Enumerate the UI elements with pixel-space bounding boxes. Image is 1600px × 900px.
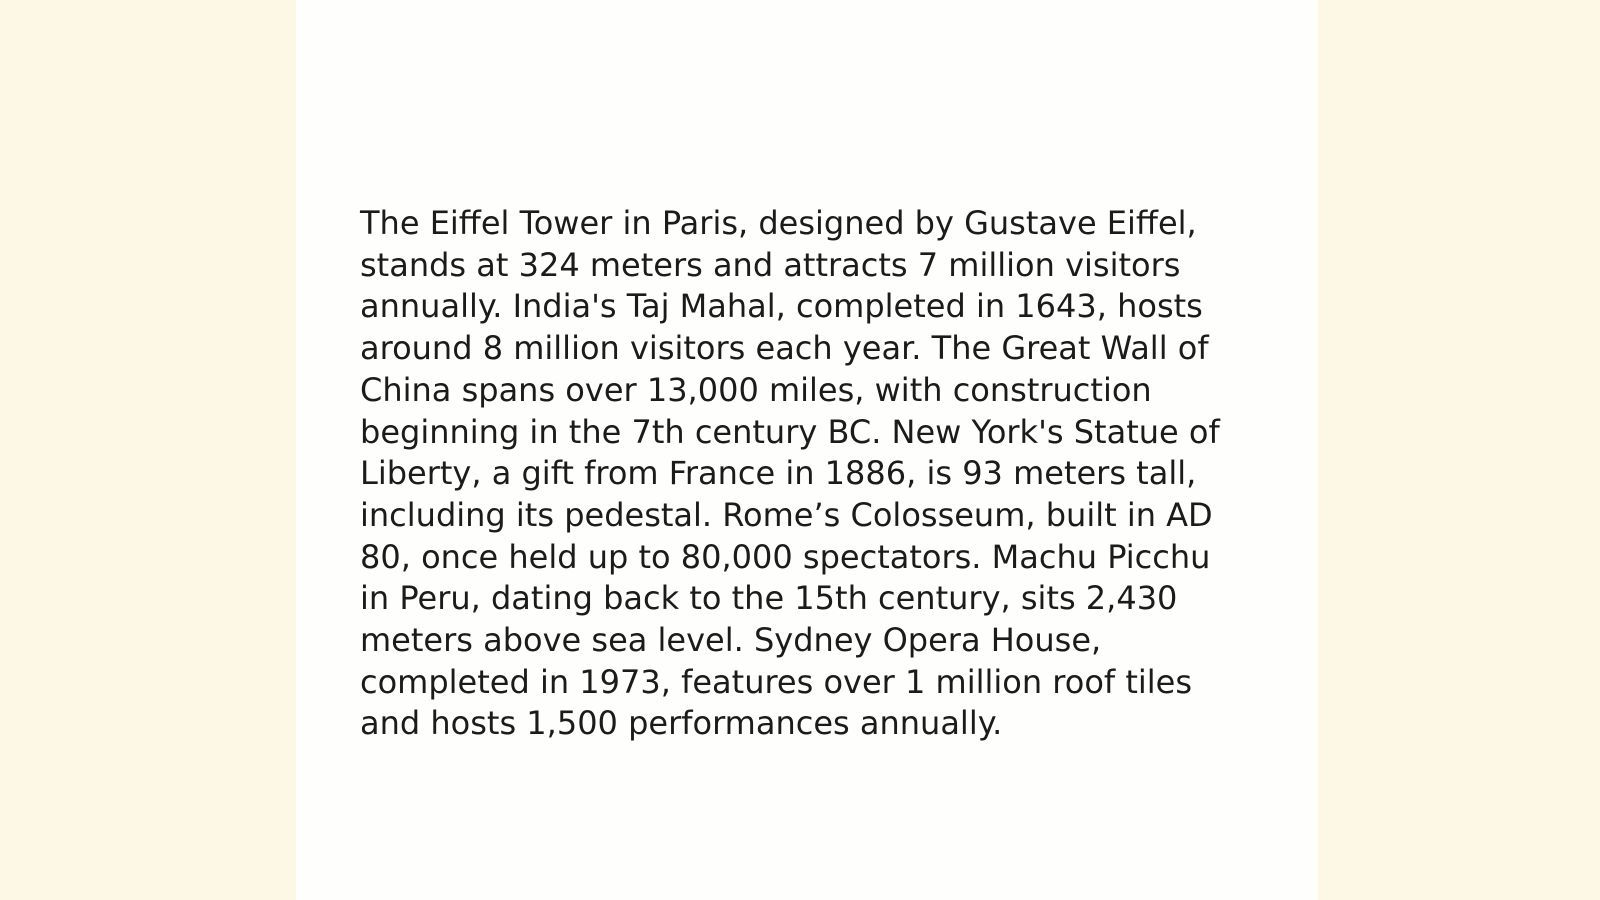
text-line: annually. India's Taj Mahal, completed in 1643, hosts bbox=[360, 287, 1203, 326]
text-line: China spans over 13,000 miles, with construction bbox=[360, 370, 1152, 409]
text-line: beginning in the 7th century BC. New York's Statue of bbox=[360, 412, 1220, 451]
text-line: meters above sea level. Sydney Opera House, bbox=[360, 621, 1102, 660]
text-line: 80, once held up to 80,000 spectators. Machu Picchu bbox=[360, 537, 1211, 576]
text-line: completed in 1973, features over 1 million roof tiles bbox=[360, 662, 1193, 701]
text-line: around 8 million visitors each year. The Great Wall of bbox=[360, 329, 1209, 368]
text-line: in Peru, dating back to the 15th century, sits 2,430 bbox=[360, 579, 1178, 618]
text-line: stands at 324 meters and attracts 7 million visitors bbox=[360, 245, 1181, 284]
text-line: The Eiffel Tower in Paris, designed by Gustave Eiffel, bbox=[360, 204, 1197, 242]
text-line: and hosts 1,500 performances annually. bbox=[360, 704, 1003, 743]
text-line: Liberty, a gift from France in 1886, is 93 meters tall, bbox=[360, 454, 1197, 493]
document-page bbox=[296, 0, 1318, 900]
landmarks-paragraph bbox=[360, 203, 1240, 745]
text-line: including its pedestal. Rome’s Colosseum, built in AD bbox=[360, 495, 1213, 534]
